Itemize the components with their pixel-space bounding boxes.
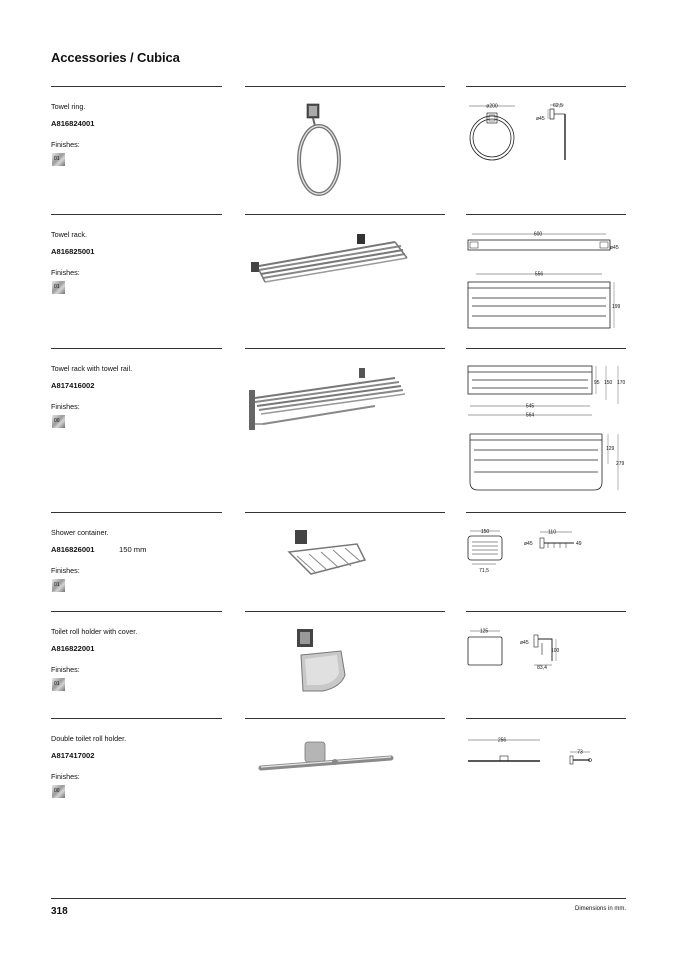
finishes-label: Finishes:	[51, 665, 80, 674]
divider	[51, 718, 222, 719]
product-name: Towel rack with towel rail.	[51, 364, 133, 373]
divider	[245, 214, 445, 215]
dim-label: 73	[577, 749, 583, 756]
finish-swatch: 01	[52, 678, 65, 691]
finish-swatch: 00	[52, 415, 65, 428]
divider	[245, 718, 445, 719]
dim-label: ø45	[520, 640, 529, 646]
product-name: Towel ring.	[51, 102, 86, 111]
shower-container-photo	[245, 524, 445, 584]
dim-label: 545	[525, 403, 535, 410]
dim-label: 279	[616, 461, 625, 467]
divider	[245, 348, 445, 349]
page-number: 318	[51, 906, 68, 917]
toilet-roll-holder-drawing	[462, 625, 630, 681]
towel-ring-drawing	[462, 100, 630, 170]
dim-label: 95	[594, 380, 600, 386]
dim-label: 170	[617, 380, 626, 386]
divider	[466, 512, 626, 513]
footer-divider	[51, 898, 626, 899]
finish-swatch: 01	[52, 579, 65, 592]
finishes-label: Finishes:	[51, 566, 80, 575]
product-name: Toilet roll holder with cover.	[51, 627, 138, 636]
product-name: Double toilet roll holder.	[51, 734, 127, 743]
divider	[466, 86, 626, 87]
dim-label: 256	[497, 737, 507, 744]
finishes-label: Finishes:	[51, 772, 80, 781]
finish-swatch: 01	[52, 153, 65, 166]
product-name: Shower container.	[51, 528, 109, 537]
product-code: A816822001	[51, 644, 95, 653]
dim-label: 564	[525, 412, 535, 419]
dim-label: 62,5	[553, 103, 563, 109]
divider	[51, 86, 222, 87]
finish-swatch: 00	[52, 785, 65, 798]
dim-label: 110	[548, 529, 556, 536]
product-code: A816824001	[51, 119, 95, 128]
dim-label: 125	[479, 628, 489, 635]
dim-label: ø45	[524, 541, 533, 547]
dim-label: 100	[551, 648, 560, 654]
dim-label: 150	[604, 380, 613, 386]
page-title: Accessories / Cubica	[51, 50, 180, 65]
shower-container-drawing	[462, 526, 630, 582]
divider	[245, 512, 445, 513]
finishes-label: Finishes:	[51, 140, 80, 149]
dim-label: 150	[480, 529, 490, 535]
divider	[466, 214, 626, 215]
divider	[245, 86, 445, 87]
product-name: Towel rack.	[51, 230, 87, 239]
divider	[466, 348, 626, 349]
finishes-label: Finishes:	[51, 268, 80, 277]
towel-rack-drawing	[462, 228, 630, 338]
divider	[51, 512, 222, 513]
divider	[245, 611, 445, 612]
product-code: A817417002	[51, 751, 95, 760]
dim-label: 129	[606, 446, 615, 452]
towel-ring-photo	[245, 98, 445, 198]
dim-label: 49	[576, 541, 582, 547]
product-code: A816825001	[51, 247, 95, 256]
product-code: A817416002	[51, 381, 95, 390]
divider	[51, 348, 222, 349]
dim-label: 600	[533, 231, 543, 238]
dim-label: 83,4	[537, 665, 547, 671]
double-toilet-roll-holder-photo	[245, 732, 445, 782]
towel-rack-photo	[245, 230, 445, 294]
dim-label: 556	[534, 271, 544, 278]
finishes-label: Finishes:	[51, 402, 80, 411]
product-size: 150 mm	[119, 545, 147, 554]
towel-rack-rail-photo	[245, 362, 445, 442]
dim-label: 199	[612, 304, 621, 310]
divider	[51, 611, 222, 612]
finish-swatch: 01	[52, 281, 65, 294]
dim-label: ø200	[486, 103, 498, 110]
dim-label: ø45	[610, 245, 619, 251]
divider	[466, 611, 626, 612]
dim-label: ø45	[536, 116, 545, 122]
double-toilet-roll-holder-drawing	[462, 732, 630, 772]
product-code: A816826001	[51, 545, 95, 554]
dim-label: 71,5	[479, 568, 489, 574]
divider	[51, 214, 222, 215]
towel-rack-rail-drawing	[462, 360, 630, 500]
dimensions-note: Dimensions in mm.	[574, 906, 626, 912]
divider	[466, 718, 626, 719]
toilet-roll-holder-photo	[245, 625, 445, 703]
